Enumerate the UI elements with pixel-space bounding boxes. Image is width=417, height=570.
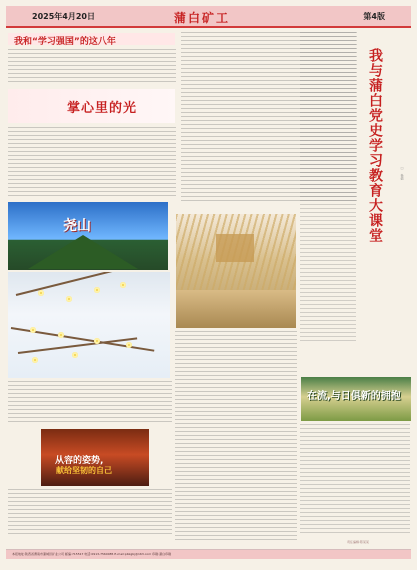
flower-icon [66, 296, 72, 302]
flower-icon [72, 352, 78, 358]
landscape-photo [301, 377, 411, 421]
flower-icon [38, 290, 44, 296]
page-header [6, 6, 411, 28]
footer-text: 本报地址:陕西省渭南市蒲城县矿业公司 邮编:715517 电话:0913-7560085 E-mail:pbkgbj@163.com 印刷:蒲白印刷 [12, 552, 172, 556]
text-block-lower-left [8, 381, 172, 425]
text-block-right [300, 32, 356, 344]
water-reflection [176, 290, 296, 328]
text-block-1 [8, 49, 176, 85]
ancient-gate [216, 234, 254, 262]
flower-icon [94, 338, 100, 344]
text-block-right-bottom [300, 424, 410, 536]
blossom-photo [8, 272, 170, 378]
poster-photo [41, 429, 149, 486]
editor-label: 责任编辑:陈某某 [347, 540, 370, 544]
section-banner-2 [8, 89, 175, 123]
section-title-1: 我和“学习强国”的这八年 [14, 37, 116, 47]
flower-icon [32, 357, 38, 363]
flower-icon [120, 282, 126, 288]
flower-icon [58, 332, 64, 338]
vertical-article-title: 我与蒲白党史学习教育大课堂 [367, 48, 383, 243]
willow-photo [176, 214, 296, 328]
page-footer [6, 549, 411, 559]
page-number: 第4版 [363, 12, 385, 21]
flower-icon [30, 327, 36, 333]
masthead-title: 蒲白矿工 [174, 11, 231, 25]
poster-line-1: 从容的姿势, [55, 456, 104, 466]
section-title-2: 掌心里的光 [67, 101, 138, 116]
photo-caption-yaoshan: 尧山 [63, 218, 91, 234]
vertical-subtitle: □ 杨娟 [400, 166, 404, 180]
flower-icon [94, 287, 100, 293]
mountain-shape [28, 235, 138, 269]
text-block-2 [8, 127, 176, 199]
mountain-photo [8, 202, 168, 270]
issue-date: 2025年4月20日 [32, 12, 95, 21]
text-block-middle-bottom [175, 331, 297, 541]
text-block-bottom-left [8, 489, 172, 537]
flower-icon [126, 342, 132, 348]
landscape-title: 在流,与日俱新的拥抱 [307, 391, 401, 402]
poster-line-2: 献给坚韧的自己 [56, 466, 112, 475]
section-banner-1 [8, 33, 175, 45]
branch-1 [16, 272, 152, 296]
